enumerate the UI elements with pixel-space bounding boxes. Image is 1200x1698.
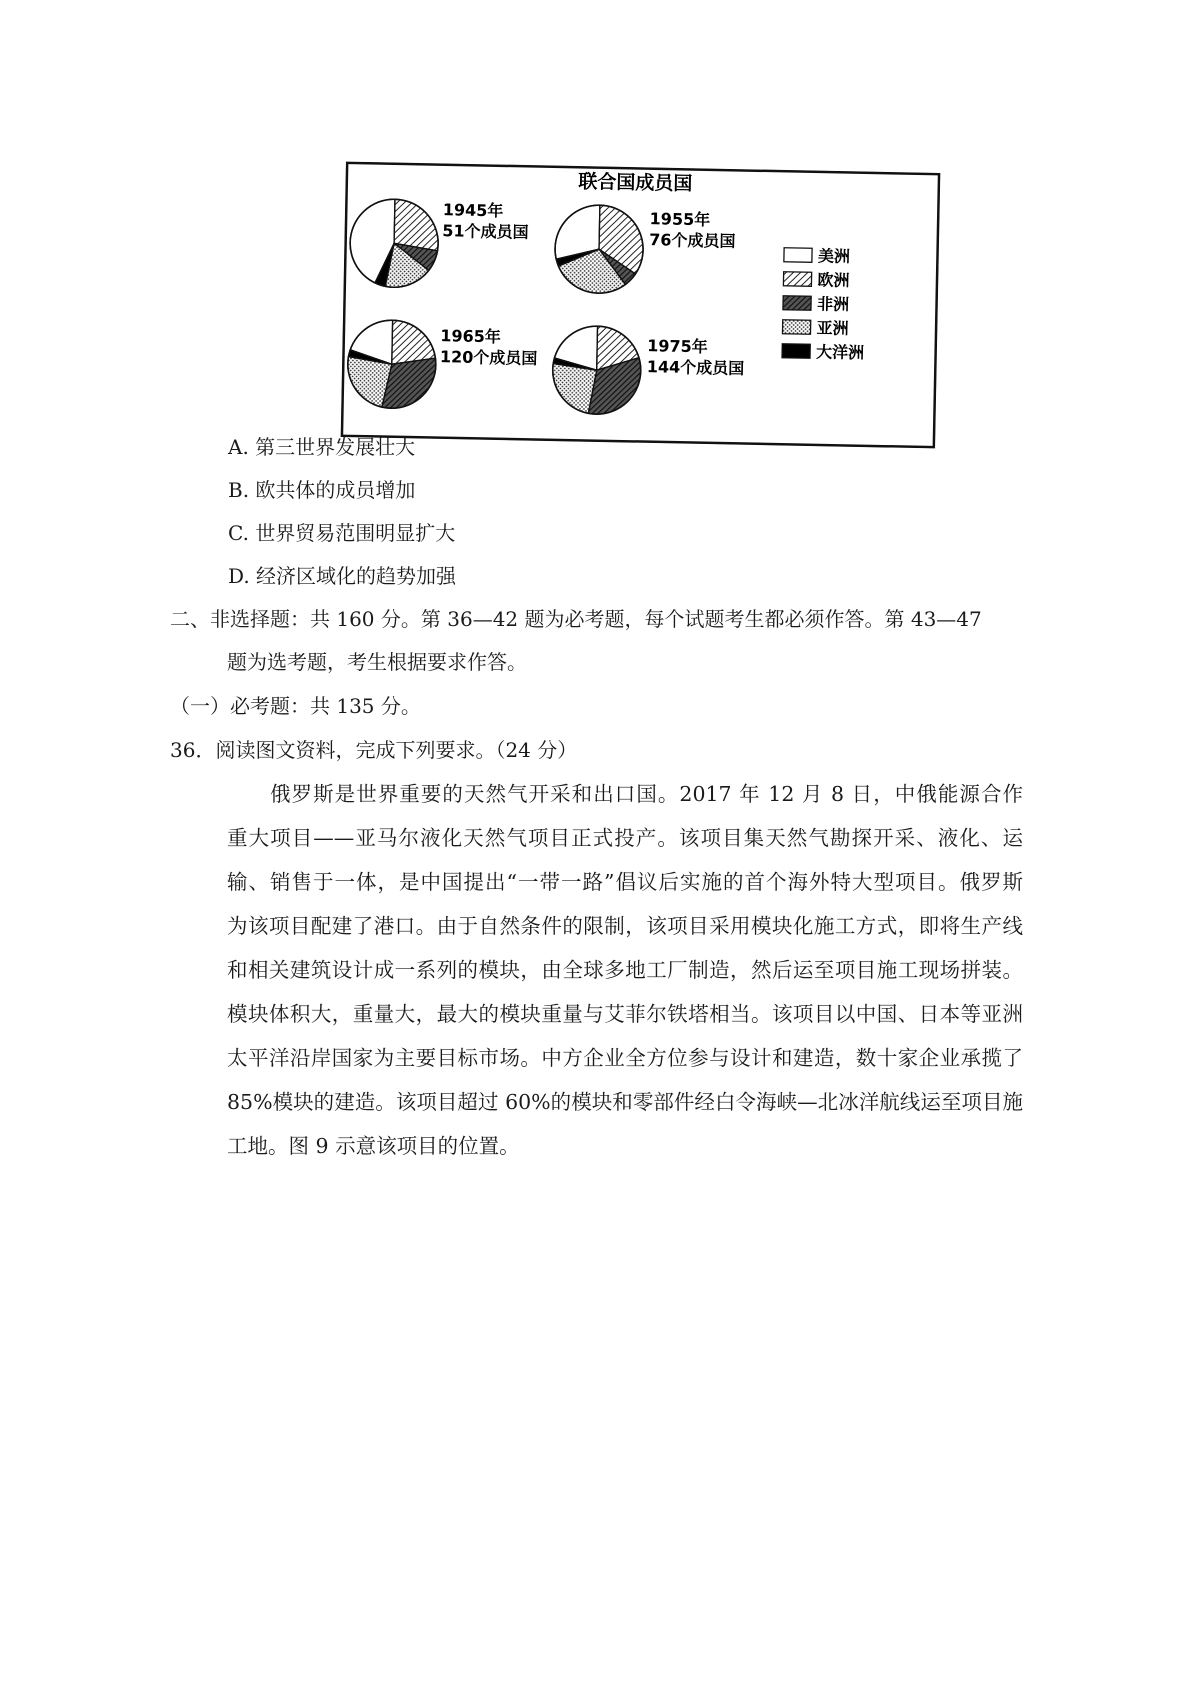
option-a-text: 第三世界发展壮大 [255, 435, 416, 459]
pie-4 [552, 325, 642, 415]
legend-swatch-asia [782, 320, 810, 335]
option-c [228, 519, 455, 547]
section2-line2: 题为选考题，考生根据要求作答。 [227, 650, 527, 674]
figure-border [342, 163, 939, 447]
paragraph-line-6: 模块体积大，重量大，最大的模块重量与艾菲尔铁塔相当。该项目以中国、日本等亚洲 [227, 1002, 1023, 1026]
pie-1 [349, 198, 439, 288]
pie-2-count-label: 76个成员国 [649, 230, 736, 251]
pie-1-year-label: 1945年 [442, 200, 504, 221]
legend-label-europe: 欧洲 [817, 270, 850, 291]
option-c-text: 世界贸易范围明显扩大 [255, 521, 456, 545]
legend-label-africa: 非洲 [816, 294, 850, 315]
pie-3-count-label: 120个成员国 [439, 347, 538, 369]
pie-2 [554, 204, 644, 294]
option-d-text: 经济区域化的趋势加强 [256, 564, 457, 588]
legend-swatch-europe [783, 272, 811, 287]
option-a [228, 433, 415, 461]
option-d [228, 562, 456, 590]
pie-4-year-label: 1975年 [647, 336, 708, 357]
pie-chart-panel [340, 161, 940, 448]
legend-swatch-africa [783, 296, 811, 311]
pie-4-count-label: 144个成员国 [646, 357, 745, 379]
legend-label-americas: 美洲 [817, 246, 851, 267]
option-a-letter: A. [228, 435, 249, 459]
paragraph-line-9: 工地。图 9 示意该项目的位置。 [227, 1134, 520, 1158]
paragraph-line-5: 和相关建筑设计成一系列的模块，由全球多地工厂制造，然后运至项目施工现场拼装。 [227, 958, 1023, 982]
subsection-heading: （一）必考题：共 135 分。 [170, 694, 421, 718]
option-b-letter: B. [228, 478, 250, 502]
paragraph-line-3: 输、销售于一体，是中国提出“一带一路”倡议后实施的首个海外特大型项目。俄罗斯 [227, 870, 1023, 894]
option-b [228, 476, 415, 504]
paragraph-line-4: 为该项目配建了港口。由于自然条件的限制，该项目采用模块化施工方式，即将生产线 [227, 914, 1023, 938]
section2-line1: 二、非选择题：共 160 分。第 36—42 题为必考题，每个试题考生都必须作答。第 43—47 [170, 607, 982, 631]
legend-swatch-americas [784, 248, 812, 263]
option-b-text: 欧共体的成员增加 [255, 478, 416, 502]
paragraph-line-1: 俄罗斯是世界重要的天然气开采和出口国。2017 年 12 月 8 日，中俄能源合作 [270, 782, 1023, 806]
legend-label-asia: 亚洲 [816, 318, 849, 338]
paragraph-line-8: 85%模块的建造。该项目超过 60%的模块和零部件经白令海峡—北冰洋航线运至项目施 [227, 1090, 1023, 1114]
chart-title: 联合国成员国 [578, 170, 693, 195]
legend-swatch-oceania [782, 344, 810, 359]
pie-3-year-label: 1965年 [440, 326, 502, 347]
option-c-letter: C. [228, 521, 249, 545]
paragraph-line-2: 重大项目——亚马尔液化天然气项目正式投产。该项目集天然气勘探开采、液化、运 [227, 826, 1023, 850]
pie-2-year-label: 1955年 [649, 209, 711, 230]
option-d-letter: D. [228, 564, 250, 588]
paragraph-line-7: 太平洋沿岸国家为主要目标市场。中方企业全方位参与设计和建造，数十家企业承揽了 [227, 1046, 1023, 1070]
un-members-figure [340, 161, 940, 448]
pie-3 [347, 319, 437, 409]
pie-1-count-label: 51个成员国 [442, 221, 529, 242]
question36-header: 36．阅读图文资料，完成下列要求。（24 分） [170, 738, 578, 762]
legend-label-oceania: 大洋洲 [815, 342, 865, 363]
